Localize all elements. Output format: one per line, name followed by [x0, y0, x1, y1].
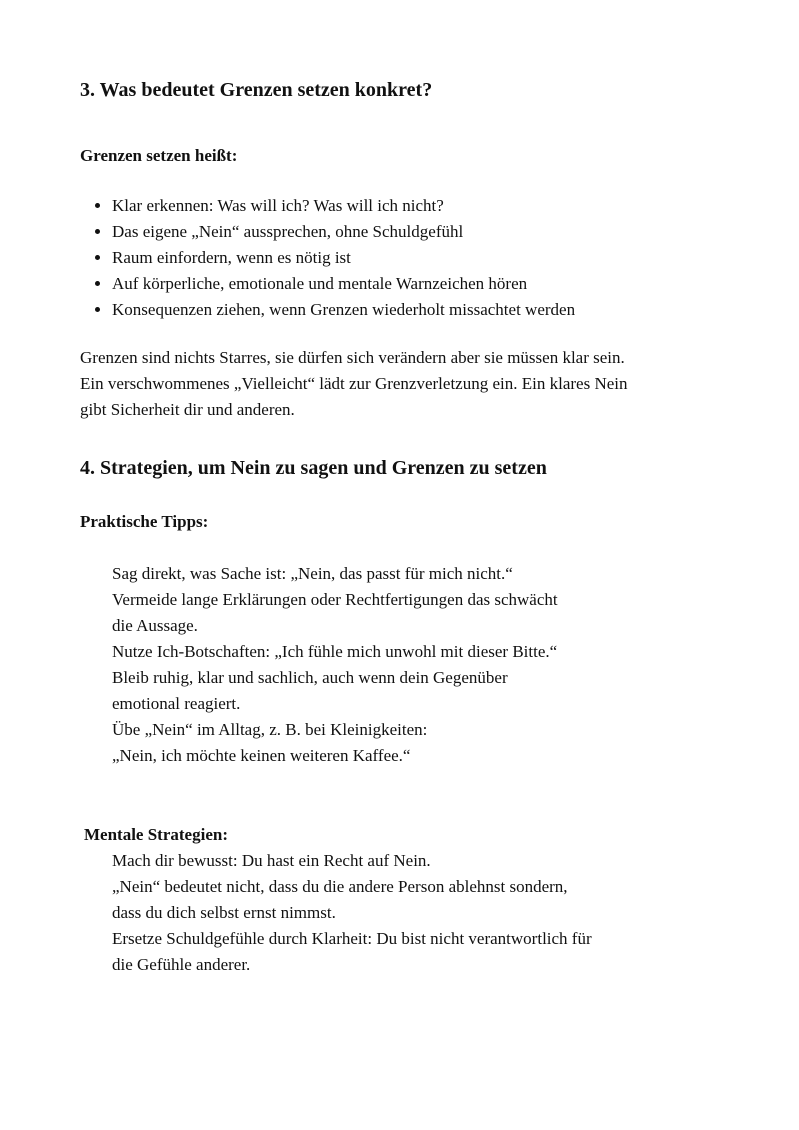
paragraph-line: gibt Sicherheit dir und anderen.: [80, 400, 295, 419]
tips-block: [112, 561, 732, 769]
bullet-item: • Das eigene „Nein“ aussprechen, ohne Schuldgefühl: [112, 219, 575, 245]
boundaries-bullet-list: [80, 193, 575, 323]
section-3-paragraph: [80, 345, 740, 423]
mental-strategies-subheading: Mentale Strategien:: [84, 825, 228, 844]
tips-line: Bleib ruhig, klar und sachlich, auch wenn dein Gegenüber: [112, 668, 508, 687]
bullet-item: • Konsequenzen ziehen, wenn Grenzen wiederholt missachtet werden: [112, 297, 575, 323]
section-4-heading: 4. Strategien, um Nein zu sagen und Grenzen zu setzen: [80, 457, 547, 479]
tips-line: Sag direkt, was Sache ist: „Nein, das passt für mich nicht.“: [112, 564, 513, 583]
mental-strategies-block: [112, 848, 732, 978]
tips-line: „Nein, ich möchte keinen weiteren Kaffee.“: [112, 746, 411, 765]
mental-line: dass du dich selbst ernst nimmst.: [112, 903, 336, 922]
tips-line: Übe „Nein“ im Alltag, z. B. bei Kleinigkeiten:: [112, 720, 428, 739]
section-3-subheading: Grenzen setzen heißt:: [80, 146, 238, 165]
mental-line: die Gefühle anderer.: [112, 955, 251, 974]
tips-line: emotional reagiert.: [112, 694, 241, 713]
bullet-item: • Klar erkennen: Was will ich? Was will ich nicht?: [112, 193, 575, 219]
mental-line: „Nein“ bedeutet nicht, dass du die andere Person ablehnst sondern,: [112, 877, 568, 896]
bullet-item: • Auf körperliche, emotionale und mentale Warnzeichen hören: [112, 271, 575, 297]
tips-subheading: Praktische Tipps:: [80, 512, 209, 531]
tips-line: Nutze Ich-Botschaften: „Ich fühle mich unwohl mit dieser Bitte.“: [112, 642, 558, 661]
mental-line: Mach dir bewusst: Du hast ein Recht auf Nein.: [112, 851, 431, 870]
tips-line: Vermeide lange Erklärungen oder Rechtfertigungen das schwächt: [112, 590, 558, 609]
tips-line: die Aussage.: [112, 616, 198, 635]
paragraph-line: Ein verschwommenes „Vielleicht“ lädt zur Grenzverletzung ein. Ein klares Nein: [80, 374, 628, 393]
bullet-item: • Raum einfordern, wenn es nötig ist: [112, 245, 575, 271]
paragraph-line: Grenzen sind nichts Starres, sie dürfen sich verändern aber sie müssen klar sein.: [80, 348, 625, 367]
section-3-heading: 3. Was bedeutet Grenzen setzen konkret?: [80, 79, 433, 101]
mental-line: Ersetze Schuldgefühle durch Klarheit: Du bist nicht verantwortlich für: [112, 929, 592, 948]
